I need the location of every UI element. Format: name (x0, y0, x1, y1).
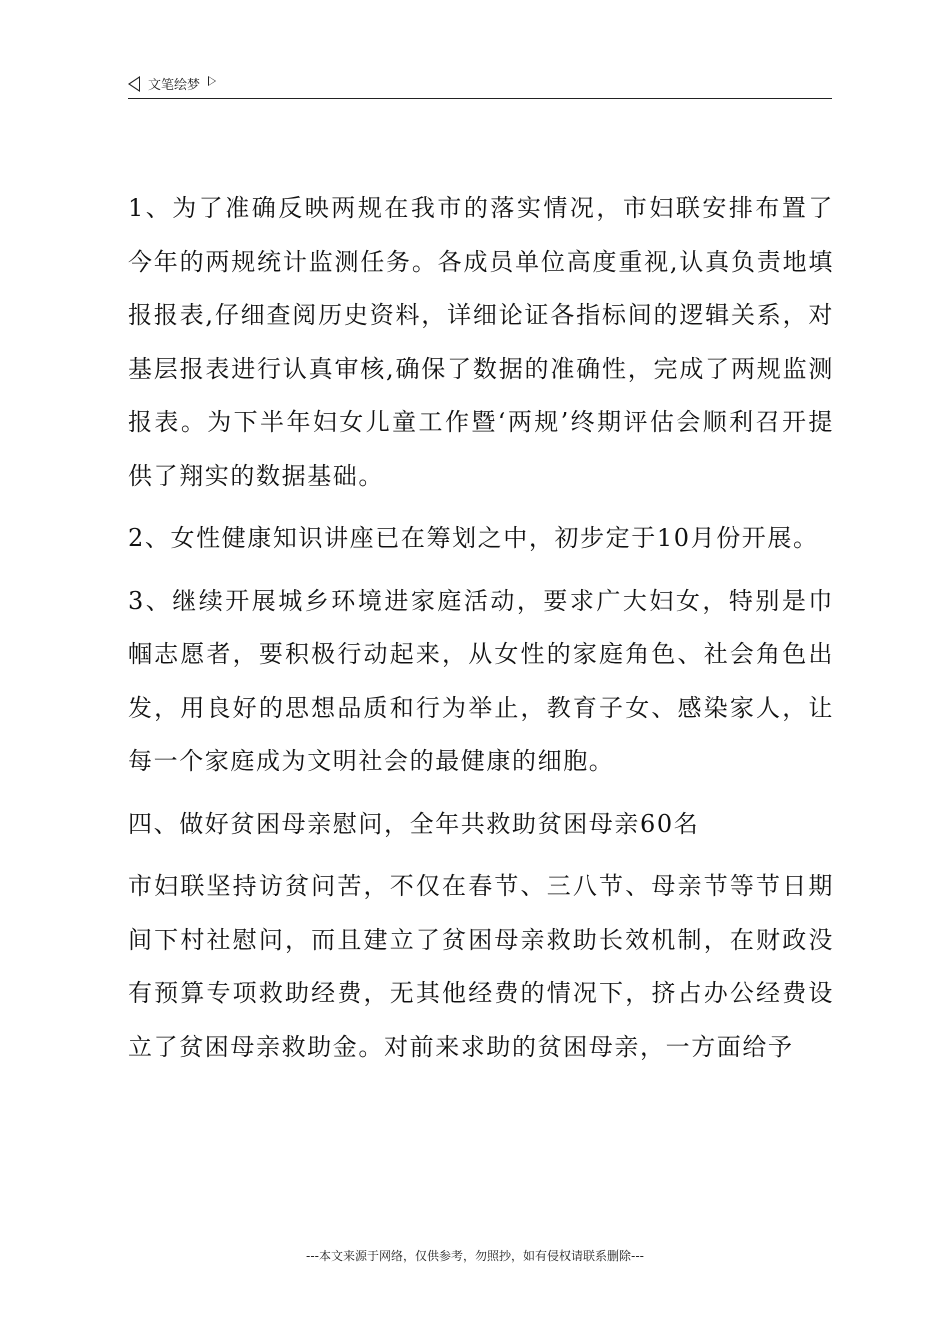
header-title: 文笔绘梦 (148, 78, 201, 93)
section-heading-4: 四、做好贫困母亲慰问，全年共救助贫困母亲60名 (128, 809, 700, 838)
triangle-right-icon (208, 76, 216, 86)
paragraph-1: 1、为了准确反映两规在我市的落实情况，市妇联安排布置了今年的两规统计监测任务。各成员单位高度重视,认真负责地填报报表,仔细查阅历史资料，详细论证各指标间的逻辑关系，对基层报表进行认真审核,确保了数据的准确性，完成了两规监测报表。为下半年妇女儿童工作暨‘两规’终期评估会顺利召开提供了翔实的数据基础。 (128, 194, 834, 490)
header-brand (128, 74, 216, 93)
paragraph-3: 3、继续开展城乡环境进家庭活动，要求广大妇女，特别是巾帼志愿者，要积极行动起来，从女性的家庭角色、社会角色出发，用良好的思想品质和行为举止，教育子女、感染家人，让每一个家庭成为文明社会的最健康的细胞。 (128, 586, 834, 775)
triangle-left-icon (128, 76, 140, 92)
page-footer: ---本文来源于网络，仅供参考，勿照抄，如有侵权请联系删除--- (306, 1249, 644, 1263)
paragraph-5: 市妇联坚持访贫问苦，不仅在春节、三八节、母亲节等节日期间下村社慰问，而且建立了贫困母亲救助长效机制，在财政没有预算专项救助经费，无其他经费的情况下，挤占办公经费设立了贫困母亲救助金。对前来求助的贫困母亲，一方面给予 (128, 872, 834, 1061)
page-header (128, 72, 832, 99)
paragraph-2: 2、女性健康知识讲座已在筹划之中，初步定于10月份开展。 (128, 524, 819, 552)
document-body (128, 182, 834, 1074)
